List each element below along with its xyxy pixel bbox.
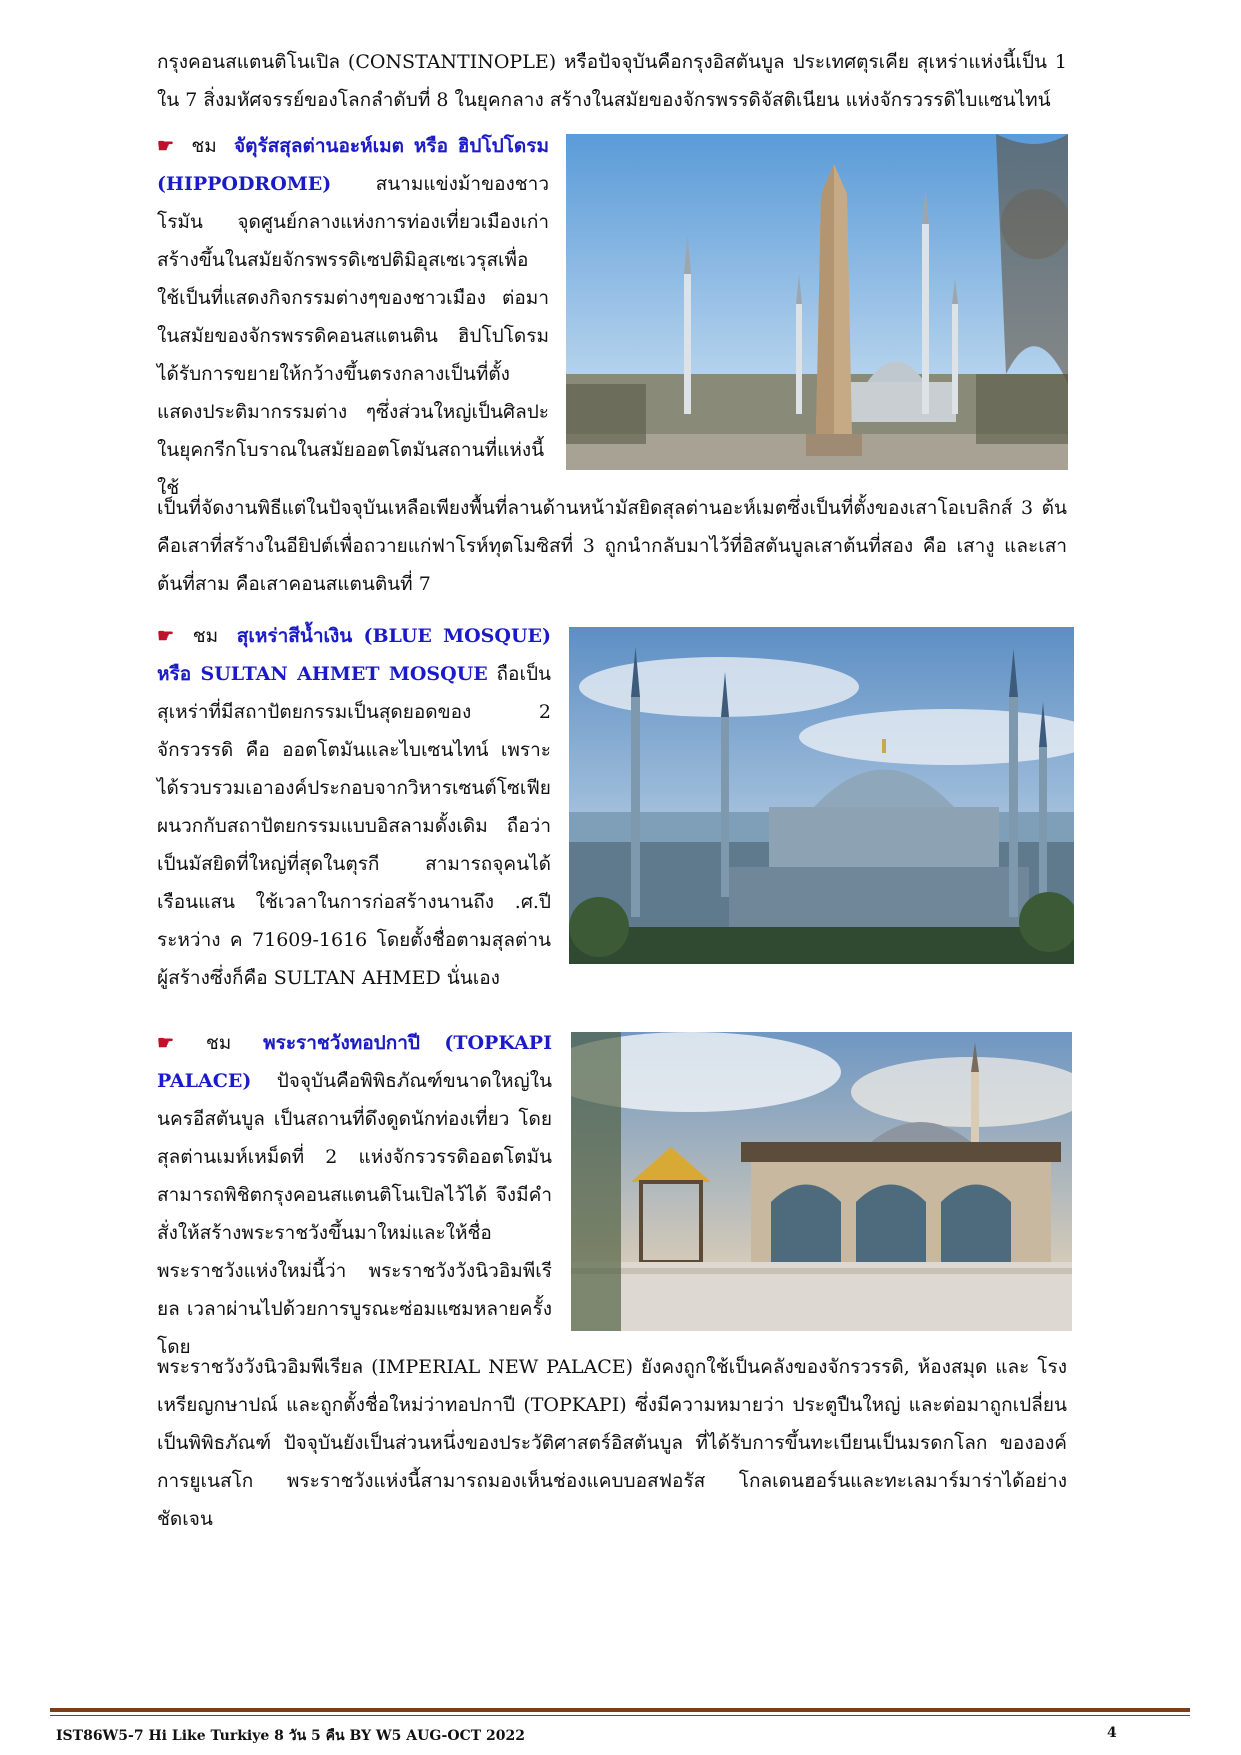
lead-label: ชม: [192, 625, 219, 647]
section-blue-mosque-side-text: [157, 617, 551, 997]
section-topkapi-full-text: พระราชวังวังนิวอิมพีเรียล (IMPERIAL NEW PALACE) ยังคงถูกใช้เป็นคลังของจักรวรรดิ, ห้องสมุด และ โรงเหรียญกษาปณ์ และถูกตั้งชื่อใหม่ว่าทอปกาปี (TOPKAPI) ซึ่งมีความหมายว่า ประตูปืนใหญ่ และต่อมาถูกเปลี่ยนเป็นพิพิธภัณฑ์ ปัจจุบันยังเป็นส่วนหนึ่งของประวัติศาสตร์อิสตันบูล ที่ได้รับการขึ้นทะเบียนเป็นมรดกโลก ขององค์การยูเนสโก พระราชวังแห่งนี้สามารถมองเห็นช่องแคบบอสฟอรัส โกลเดนฮอร์นและทะเลมาร์มาร่าได้อย่างชัดเจน: [157, 1356, 1067, 1530]
footer-text: IST86W5-7 Hi Like Turkiye 8 วัน 5 คืน BY W5 AUG-OCT 2022: [56, 1728, 525, 1744]
footer-rule: [50, 1708, 1190, 1712]
topkapi-palace-photo: [571, 1032, 1072, 1331]
footer-rule-thin: [50, 1715, 1190, 1716]
section-hippodrome-side-text: [157, 127, 549, 507]
intro-paragraph: กรุงคอนสแตนติโนเปิล (CONSTANTINOPLE) หรือปัจจุบันคือกรุงอิสตันบูล ประเทศตุรเคีย สุเหร่าแห่งนี้เป็น 1 ใน 7 สิ่งมหัศจรรย์ของโลกลำดับที่ 8 ในยุคกลาง สร้างในสมัยของจักรพรรดิจัสติเนียน แห่งจักรวรรดิไบแซนไทน์: [157, 51, 1067, 111]
hippodrome-obelisk-photo: [566, 134, 1068, 470]
lead-label: ชม: [191, 135, 217, 157]
pointing-hand-icon: ☛: [157, 1032, 175, 1054]
section-body-blue-mosque: ถือเป็นสุเหร่าที่มีสถาปัตยกรรมเป็นสุดยอดของ 2 จักรวรรดิ คือ ออตโตมันและไบเซนไทน์ เพราะได้รวบรวมเอาองค์ประกอบจากวิหารเซนต์โซเฟียผนวกกับสถาปัตยกรรมแบบอิสลามดั้งเดิม ถือว่าเป็นมัสยิดที่ใหญ่ที่สุดในตุรกี สามารถจุคนได้เรือนแสน ใช้เวลาในการก่อสร้างนานถึง .ศ.ปี ระหว่าง ค 71609-1616 โดยตั้งชื่อตามสุลต่านผู้สร้างซึ่งก็คือ SULTAN AHMED นั่นเอง: [157, 663, 551, 989]
section-hippodrome-full-text: เป็นที่จัดงานพิธีแต่ในปัจจุบันเหลือเพียงพื้นที่ลานด้านหน้ามัสยิดสุลต่านอะห์เมตซึ่งเป็นที่ตั้งของเสาโอเบลิกส์ 3 ต้น คือเสาที่สร้างในอียิปต์เพื่อถวายแก่ฟาโรห์ทุตโมซิสที่ 3 ถูกนำกลับมาไว้ที่อิสตันบูลเสาต้นที่สอง คือ เสางู และเสาต้นที่สาม คือเสาคอนสแตนตินที่ 7: [157, 497, 1067, 595]
blue-mosque-photo: [569, 627, 1074, 964]
pointing-hand-icon: ☛: [157, 625, 175, 647]
lead-label: ชม: [205, 1032, 232, 1054]
pointing-hand-icon: ☛: [157, 135, 175, 157]
section-heading-hippodrome: จัตุรัสสุลต่านอะห์เมต หรือ ฮิปโปโดรม (HIPPODROME): [157, 135, 550, 195]
section-body-topkapi: ปัจจุบันคือพิพิธภัณฑ์ขนาดใหญ่ในนครอีสตันบูล เป็นสถานที่ดึงดูดนักท่องเที่ยว โดยสุลต่านเมห์เหม็ดที่ 2 แห่งจักรวรรดิออตโตมันสามารถพิชิตกรุงคอนสแตนติโนเปิลไว้ได้ จึงมีคำสั่งให้สร้างพระราชวังขึ้นมาใหม่และให้ชื่อพระราชวังแห่งใหม่นี้ว่า พระราชวังวังนิวอิมพีเรียล เวลาผ่านไปด้วยการบูรณะซ่อมแซมหลายครั้ง โดย: [157, 1070, 552, 1358]
section-topkapi-side-text: [157, 1024, 552, 1366]
section-body-hippodrome: สนามแข่งม้าของชาวโรมัน จุดศูนย์กลางแห่งการท่องเที่ยวเมืองเก่า สร้างขึ้นในสมัยจักรพรรดิเซปติมิอุสเซเวรุสเพื่อใช้เป็นที่แสดงกิจกรรมต่างๆของชาวเมือง ต่อมาในสมัยของจักรพรรดิคอนสแตนติน ฮิปโปโดรมได้รับการขยายให้กว้างขึ้นตรงกลางเป็นที่ตั้งแสดงประติมากรรมต่าง ๆซึ่งส่วนใหญ่เป็นศิลปะในยุคกรีกโบราณในสมัยออตโตมันสถานที่แห่งนี้ใช้: [157, 173, 549, 499]
page-number: 4: [1107, 1725, 1117, 1741]
section-heading-topkapi: พระราชวังทอปกาปี (TOPKAPI PALACE): [157, 1032, 552, 1092]
section-heading-blue-mosque: สุเหร่าสีน้ำเงิน (BLUE MOSQUE) หรือ SULTAN AHMET MOSQUE: [157, 625, 551, 685]
